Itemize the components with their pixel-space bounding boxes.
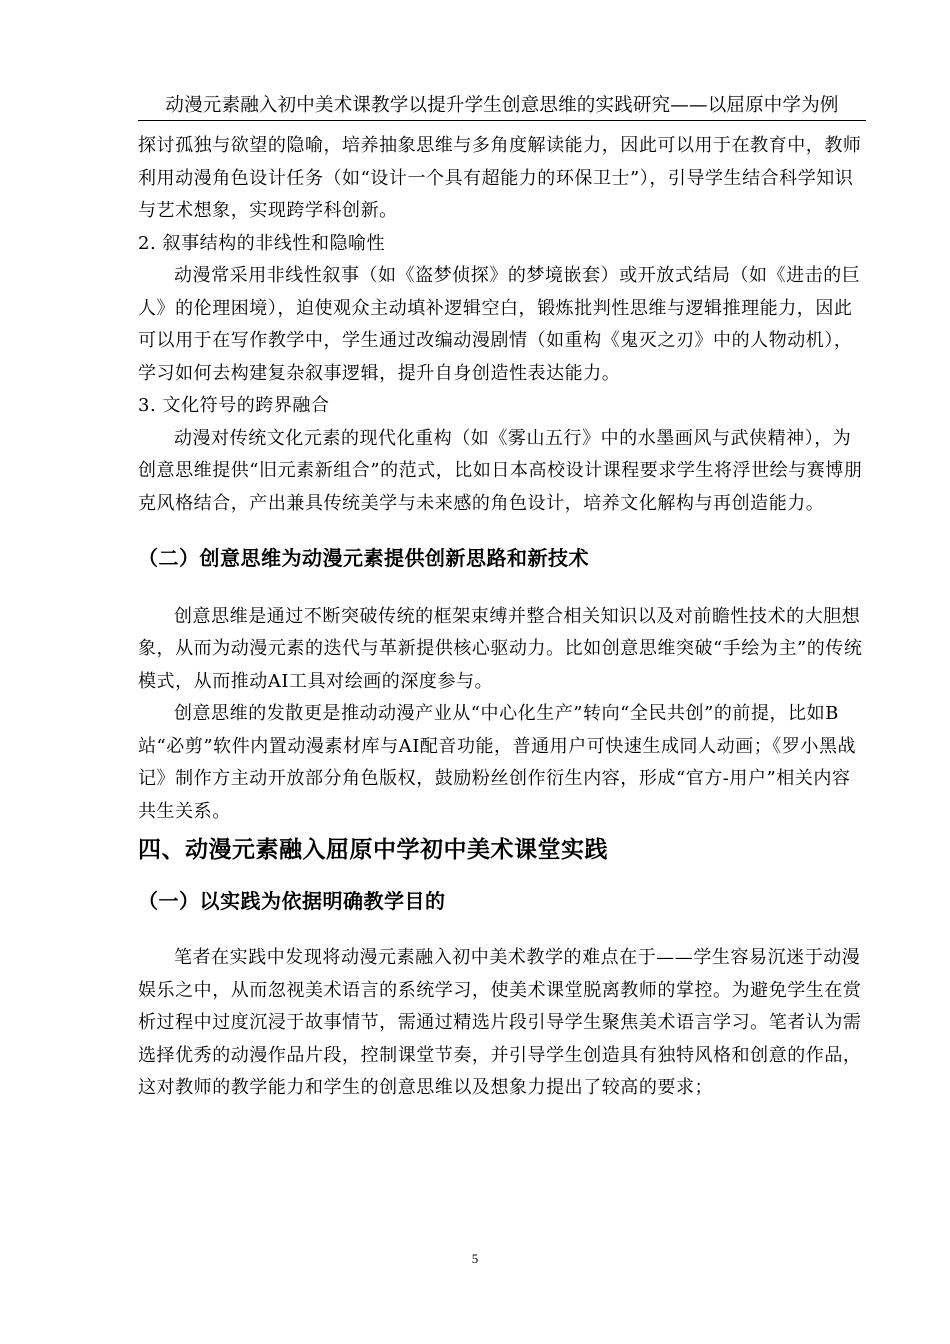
item-3-title: 3. 文化符号的跨界融合 — [138, 395, 330, 416]
chapter-4-heading: 四、动漫元素融入屈原中学初中美术课堂实践 — [138, 837, 608, 863]
item-2-title: 2. 叙事结构的非线性和隐喻性 — [138, 232, 386, 254]
running-header: 动漫元素融入初中美术课教学以提升学生创意思维的实践研究——以屈原中学为例 — [138, 92, 866, 121]
page-number: 5 — [471, 1251, 479, 1266]
item-3-paragraph: 动漫对传统文化元素的现代化重构（如《雾山五行》中的水墨画风与武侠精神），为创意思维提供“旧元素新组合”的范式，比如日本高校设计课程要求学生将浮世绘与赛博朋克风格结合，产出兼具传统美学与未来感的角色设计，培养文化解构与再创造能力。 — [138, 427, 863, 514]
item-2-paragraph: 动漫常采用非线性叙事（如《盗梦侦探》的梦境嵌套）或开放式结局（如《进击的巨人》的伦理困境），迫使观众主动填补逻辑空白，锻炼批判性思维与逻辑推理能力，因此可以用于在写作教学中，学生通过改编动漫剧情（如重构《鬼灭之刃》中的人物动机），学习如何去构建复杂叙事逻辑，提升自身创造性表达能力。 — [138, 265, 861, 384]
section-4-1-paragraph: 笔者在实践中发现将动漫元素融入初中美术教学的难点在于——学生容易沉迷于动漫娱乐之中，从而忽视美术语言的系统学习，使美术课堂脱离教师的掌控。为避免学生在赏析过程中过度沉浸于故事情节，需通过精选片段引导学生聚焦美术语言学习。笔者认为需选择优秀的动漫作品片段，控制课堂节奏，并引导学生创造具有独特风格和创意的作品，这对教师的教学能力和学生的创意思维以及想象力提出了较高的要求； — [138, 947, 862, 1098]
paragraph-continuation: 探讨孤独与欲望的隐喻，培养抽象思维与多角度解读能力，因此可以用于在教育中，教师利用动漫角色设计任务（如“设计一个具有超能力的环保卫士”），引导学生结合科学知识与艺术想象，实现跨学科创新。 — [138, 135, 862, 221]
page-body — [138, 130, 866, 1105]
section-2-heading: （二）创意思维为动漫元素提供创新思路和新技术 — [138, 546, 589, 570]
section-2-paragraph-1: 创意思维是通过不断突破传统的框架束缚并整合相关知识以及对前瞻性技术的大胆想象，从而为动漫元素的迭代与革新提供核心驱动力。比如创意思维突破“手绘为主”的传统模式，从而推动AI工具对绘画的深度参与。 — [138, 605, 863, 692]
section-4-1-heading: （一）以实践为依据明确教学目的 — [138, 888, 446, 913]
section-2-paragraph-2: 创意思维的发散更是推动动漫产业从“中心化生产”转向“全民共创”的前提，比如B站“必剪”软件内置动漫素材库与AI配音功能，普通用户可快速生成同人动画；《罗小黑战记》制作方主动开放部分角色版权，鼓励粉丝创作衍生内容，形成“官方-用户”相关内容共生关系。 — [138, 703, 857, 822]
